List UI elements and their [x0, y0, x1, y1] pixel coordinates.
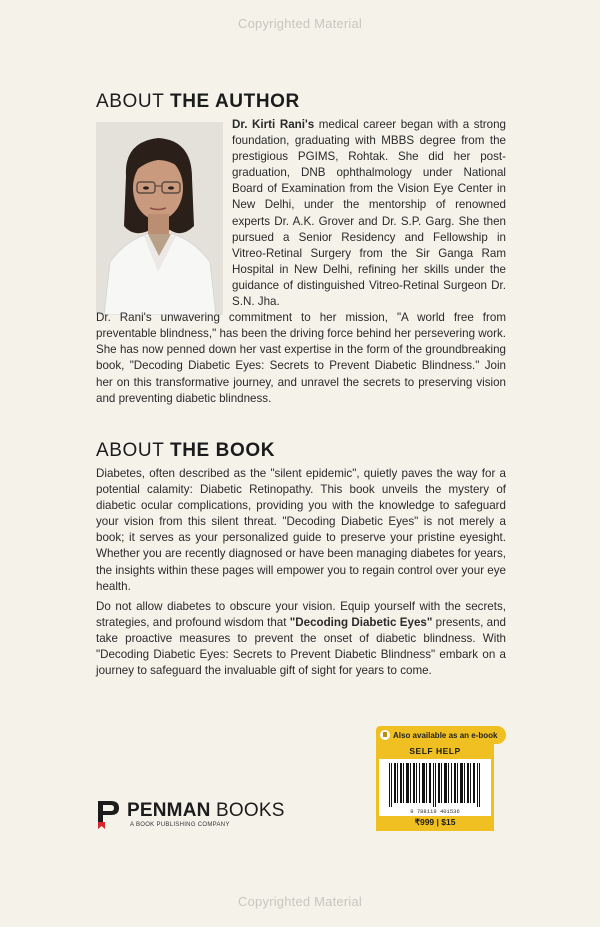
ebook-availability-text: Also available as an e-book — [393, 730, 498, 740]
watermark-top: Copyrighted Material — [238, 16, 362, 31]
about-book-heading — [96, 440, 275, 462]
publisher-name — [127, 800, 285, 822]
author-bio — [96, 117, 506, 407]
about-author-heading-bold: THE AUTHOR — [170, 91, 300, 112]
author-name: Dr. Kirti Rani's — [232, 118, 315, 131]
about-book-heading-bold: THE BOOK — [170, 440, 276, 461]
publisher-tagline: A BOOK PUBLISHING COMPANY — [130, 822, 230, 828]
author-bio-paragraph-1-text: medical career began with a strong foundation, graduating with MBBS degree from the prestigious PGIMS, Rohtak. She did her post-graduation, DNB ophthalmology under National Board of Examination from the Vision Eye Center in New Delhi, under the mentorship of renowned experts Dr. A.K. Grover and Dr. S.P. Garg. She then pursued a Senior Residency and Fellowship in Vitreo-Retinal Surgery from the Sir Ganga Ram Hospital in New Delhi, refining her skills under the guidance of distinguished Vitreo-Retinal Surgeon Dr. S.N. Jha. — [232, 118, 506, 309]
publisher-name-bold: PENMAN — [127, 800, 211, 821]
book-description-paragraph-1: Diabetes, often described as the "silent epidemic", quietly paves the way for a potential calamity: Diabetic Retinopathy. This book unveils the mystery of diabetic ocular complications, providing you with the knowledge to safeguard your vision from this silent threat. "Decoding Diabetic Eyes" is not merely a book; it serves as your personalized guide to preserve your pristine eyesight. Whether you are recently diagnosed or have been managing diabetes for years, the insights within these pages will empower you to regain control over your eye health. — [96, 467, 506, 593]
author-bio-paragraph-2: Dr. Rani's unwavering commitment to her mission, "A world free from preventable blindness," has been the driving force behind her persevering work. She has now penned down her vast expertise in the form of the groundbreaking book, "Decoding Diabetic Eyes: Secrets to Prevent Diabetic Blindness." Join her on this transformative journey, and unravel the secrets to preserving vision and preventing diabetic blindness. — [96, 311, 506, 405]
about-book-heading-light: ABOUT — [96, 440, 170, 461]
book-description-paragraph-2 — [96, 599, 506, 679]
book-description-paragraph-2-end: presents, and take proactive measures to prevent the onset of diabetic blindness. With "Decoding Diabetic Eyes: Secrets to Prevent Diabetic Blindness" embark on a journey to safeguard the invaluable gift of sight for years to come. — [96, 615, 506, 678]
publisher-name-light: BOOKS — [210, 800, 285, 821]
ebook-icon — [380, 730, 390, 740]
isbn-barcode — [387, 763, 483, 807]
price-label: ₹999 | $15 — [379, 816, 491, 828]
penman-logo-icon — [96, 800, 122, 830]
barcode-panel — [376, 741, 494, 831]
isbn-digits: 9 788119 401536 — [410, 808, 460, 815]
book-description-paragraph-2-start: Do not allow diabetes to obscure your vision. Equip yourself with the secrets, strategies, and profound wisdom that — [96, 599, 506, 629]
book-title-emphasis: "Decoding Diabetic Eyes" — [289, 615, 433, 629]
about-author-heading — [96, 91, 300, 113]
genre-label: SELF HELP — [379, 744, 491, 759]
watermark-bottom: Copyrighted Material — [238, 894, 362, 909]
about-author-heading-light: ABOUT — [96, 91, 170, 112]
book-description — [96, 466, 506, 683]
